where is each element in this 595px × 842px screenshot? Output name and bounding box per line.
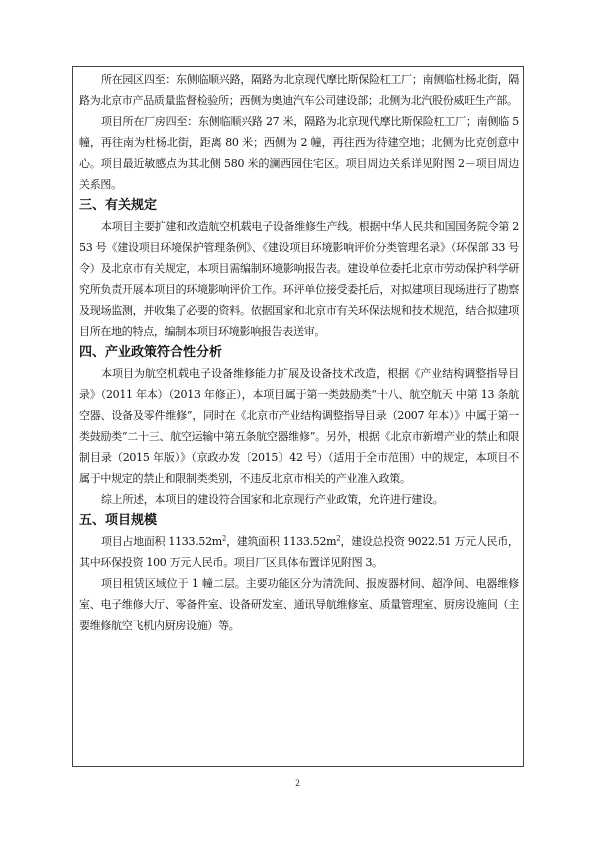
area-text-3: ，建设总投资 9022.51 万元人民币， <box>340 535 519 548</box>
policy-paragraph: 本项目为航空机载电子设备维修能力扩展及设备技术改造，根据《产业结构调整指导目录》（2011 年本）（2013 年修正），本项目属于第一类鼓励类“十八、航空航天 中第 13 条航空器、设备及零件维修”，同时在《北京市产业结构调整指导目录（2007 年本）》中属于第一类鼓励类“二十三、航空运输中第五条航空器维修”。另外，根据《北京市新增产业的禁止和限制目录（2015 年版）》（京政办发〔2015〕42 号）（适用于全市范围）中的规定，本项目不属于中规定的禁止和限制类类别，不违反北京市相关的产业准入政策。 <box>79 367 519 485</box>
section-heading-policy: 四、产业政策符合性分析 <box>79 345 223 360</box>
area-paragraph-line1 <box>79 531 519 552</box>
surroundings-park-paragraph: 所在园区四至：东侧临顺兴路，隔路为北京现代摩比斯保险杠工厂；南侧临杜杨北街，隔路为北京市产品质量监督检验所；西侧为奥迪汽车公司建设部；北侧为北汽股份威旺生产部。 <box>79 73 519 107</box>
scale-building-paragraph: 项目租赁区域位于 1 幢二层。主要功能区分为清洗间、报废器材间、超净间、电器维修室、电子维修大厅、零备件室、设备研发室、通讯导航维修室、质量管理室、厨房设施间（主要维修航空飞机内厨房设施）等。 <box>79 577 519 632</box>
page-number: 2 <box>295 778 300 788</box>
policy-summary-paragraph: 综上所述，本项目的建设符合国家和北京现行产业政策，允许进行建设。 <box>101 493 444 506</box>
document-body <box>79 69 519 636</box>
area-text-1: 项目占地面积 1133.52m <box>101 535 222 548</box>
surroundings-plant-paragraph: 项目所在厂房四至：东侧临顺兴路 27 米，隔路为北京现代摩比斯保险杠工厂；南侧临 5 幢，再往南为杜杨北街，距离 80 米；西侧为 2 幢，再往西为待建空地；北侧为比克创意中心。项目最近敏感点为其北侧 580 米的澜西园住宅区。项目周边关系详见附图 2－项目周边关系图。 <box>79 115 519 191</box>
section-heading-scale: 五、项目规模 <box>79 513 158 528</box>
area-superscript-1: 2 <box>221 534 227 543</box>
area-superscript-2: 2 <box>336 534 341 543</box>
area-paragraph-line2: 其中环保投资 100 万元人民币。项目厂区具体布置详见附图 3。 <box>79 556 383 569</box>
regulations-paragraph: 本项目主要扩建和改造航空机载电子设备维修生产线。根据中华人民共和国国务院令第 253 号《建设项目环境保护管理条例》、《建设项目环境影响评价分类管理名录》（环保部 33 号令）及北京市有关规定，本项目需编制环境影响报告表。建设单位委托北京市劳动保护科学研究所负责开展本项目的环境影响评价工作。环评单位接受委托后，对拟建项目现场进行了勘察及现场监测，并收集了必要的资料。依据国家和北京市有关环保法规和技术规范，结合拟建项目所在地的特点，编制本项目环境影响报告表送审。 <box>79 220 519 338</box>
area-text-2: ，建筑面积 1133.52m <box>226 535 337 548</box>
section-heading-regulations: 三、有关规定 <box>79 198 158 213</box>
